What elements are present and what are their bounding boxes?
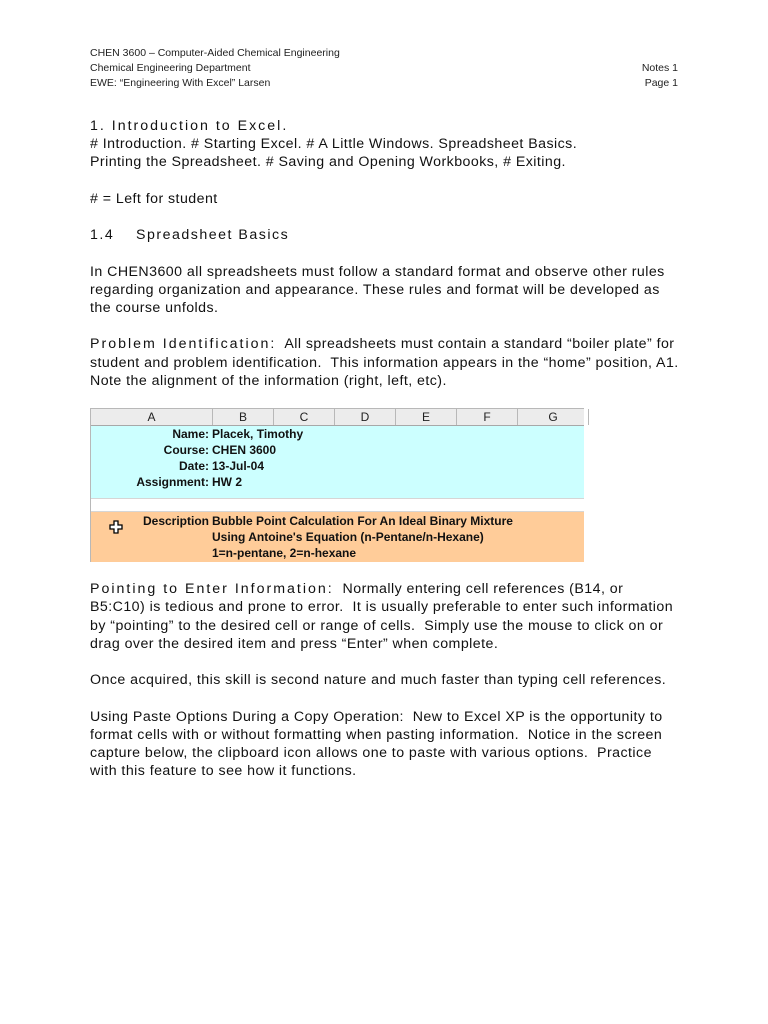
description-block	[91, 512, 584, 562]
department: Chemical Engineering Department	[90, 62, 251, 74]
date-value: 13-Jul-04	[212, 459, 265, 474]
sheet-row	[91, 545, 584, 561]
column-header-c: C	[274, 409, 335, 425]
column-header-e: E	[396, 409, 457, 425]
blank-row	[91, 498, 584, 512]
column-header-g: G	[518, 409, 589, 425]
problem-identification-label: Problem Identification:	[90, 336, 277, 353]
pointing-text: Normally entering cell references (B14, or B5:C10) is tedious and prone to error. It is usually preferable to enter such information by “pointing” to the desired cell or range of cells. Simply use the mouse to click on or drag over the desired item and press “Enter” when complete.	[90, 581, 678, 652]
identification-block	[91, 426, 584, 498]
name-value: Placek, Timothy	[212, 427, 304, 442]
column-headers	[91, 408, 584, 426]
document-body	[90, 117, 688, 799]
name-label: Name:	[172, 427, 209, 442]
course-title: CHEN 3600 – Computer-Aided Chemical Engineering	[90, 47, 340, 59]
page-header	[90, 46, 678, 91]
problem-identification-paragraph	[90, 335, 688, 390]
acquired-paragraph: Once acquired, this skill is second nature and much faster than typing cell references.	[90, 672, 667, 689]
pointing-paragraph	[90, 580, 680, 653]
assignment-value: HW 2	[212, 475, 242, 490]
legend-note: # = Left for student	[90, 190, 218, 207]
textbook-reference: EWE: “Engineering With Excel” Larsen	[90, 77, 271, 89]
course-value: CHEN 3600	[212, 443, 277, 458]
column-header-b: B	[213, 409, 274, 425]
description-line-1: Bubble Point Calculation For An Ideal Binary Mixture	[212, 514, 513, 529]
notes-number: Notes 1	[641, 62, 678, 74]
sheet-row	[91, 513, 584, 529]
plus-cursor-icon	[109, 520, 123, 534]
chapter-topics-line2: Printing the Spreadsheet. # Saving and Opening Workbooks, # Exiting.	[90, 154, 566, 171]
column-header-f: F	[457, 409, 518, 425]
description-line-3: 1=n-pentane, 2=n-hexane	[212, 546, 357, 561]
pointing-label: Pointing to Enter Information:	[90, 581, 334, 598]
date-label: Date:	[178, 459, 209, 474]
sheet-row	[91, 426, 584, 442]
assignment-label: Assignment:	[136, 475, 209, 490]
chapter-heading: 1. Introduction to Excel.	[90, 118, 289, 134]
paste-options-paragraph: Using Paste Options During a Copy Operation: New to Excel XP is the opportunity to format cells with or without formatting when pasting information. Notice in the screen capture below, the clipboard icon allows one to paste with various options. Practice with this feature to see how it functions.	[90, 708, 667, 780]
sheet-row	[91, 474, 584, 490]
chapter-topics-line1: # Introduction. # Starting Excel. # A Little Windows. Spreadsheet Basics.	[90, 136, 578, 153]
column-header-a: A	[91, 409, 213, 425]
spreadsheet-capture	[90, 408, 584, 562]
sheet-row	[91, 442, 584, 458]
page-number: Page 1	[644, 77, 678, 89]
description-label: Description	[142, 514, 209, 529]
problem-identification-text: All spreadsheets must contain a standard “boiler plate” for student and problem identification. This information appears in the “home” position, A1. Note the alignment of the information (right, left, etc).	[90, 336, 688, 389]
sheet-row	[91, 529, 584, 545]
sheet-row	[91, 458, 584, 474]
column-header-d: D	[335, 409, 396, 425]
description-line-2: Using Antoine's Equation (n-Pentane/n-Hexane)	[212, 530, 484, 545]
standard-format-paragraph: In CHEN3600 all spreadsheets must follow a standard format and observe other rules regarding organization and appearance. These rules and format will be developed as the course unfolds.	[90, 263, 665, 316]
section-heading: 1.4 Spreadsheet Basics	[90, 227, 290, 244]
course-label: Course:	[163, 443, 209, 458]
